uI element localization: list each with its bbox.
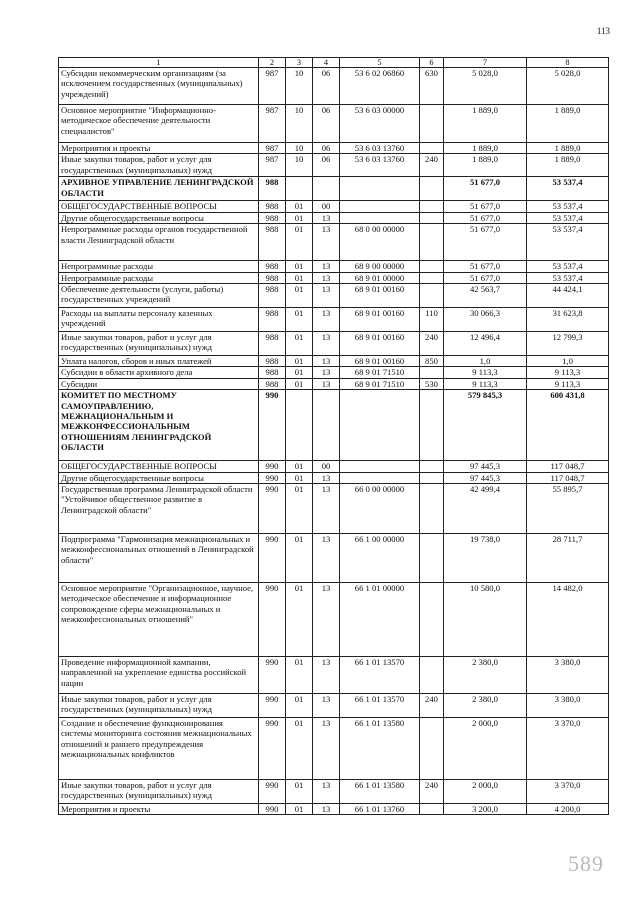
- code-subsection: 13: [313, 484, 340, 534]
- code-section: 01: [286, 356, 313, 367]
- table-row: [59, 154, 609, 177]
- amount-year-1: 12 496,4: [444, 332, 527, 356]
- table-row: [59, 261, 609, 272]
- table-row: [59, 105, 609, 143]
- code-subsection: [313, 390, 340, 461]
- row-name: Основное мероприятие "Организационное, научное, методическое обеспечение и информационное сопровождение сферы межнациональных и межконфессиональных отношений": [59, 583, 259, 657]
- row-name: Субсидии некоммерческим организациям (за исключением государственных (муниципальных) учреждений): [59, 68, 259, 105]
- column-header: 5: [340, 58, 420, 68]
- code-target: [340, 472, 420, 483]
- row-name: ОБЩЕГОСУДАРСТВЕННЫЕ ВОПРОСЫ: [59, 461, 259, 472]
- code-subsection: 13: [313, 378, 340, 389]
- table-row: [59, 284, 609, 308]
- code-section: [286, 177, 313, 201]
- amount-year-2: 9 113,3: [527, 378, 609, 389]
- code-target: 68 0 00 00000: [340, 224, 420, 261]
- table-row: [59, 718, 609, 780]
- code-admin: 990: [259, 780, 286, 804]
- code-admin: 988: [259, 332, 286, 356]
- code-expense-type: [420, 224, 444, 261]
- table-row: [59, 534, 609, 583]
- code-admin: 987: [259, 68, 286, 105]
- code-target: 66 1 01 13580: [340, 718, 420, 780]
- code-expense-type: 240: [420, 780, 444, 804]
- code-subsection: [313, 177, 340, 201]
- code-expense-type: 240: [420, 694, 444, 718]
- code-target: 66 0 00 00000: [340, 484, 420, 534]
- table-row: [59, 472, 609, 483]
- row-name: Расходы на выплаты персоналу казенных учреждений: [59, 308, 259, 332]
- amount-year-2: 53 537,4: [527, 201, 609, 212]
- table-row: [59, 212, 609, 223]
- code-admin: 990: [259, 472, 286, 483]
- amount-year-2: 600 431,8: [527, 390, 609, 461]
- code-subsection: 13: [313, 694, 340, 718]
- amount-year-1: 97 445,3: [444, 472, 527, 483]
- code-target: 68 9 00 00000: [340, 261, 420, 272]
- code-expense-type: [420, 177, 444, 201]
- code-subsection: 13: [313, 356, 340, 367]
- row-name: Непрограммные расходы: [59, 272, 259, 283]
- amount-year-2: 3 370,0: [527, 780, 609, 804]
- amount-year-2: 12 799,3: [527, 332, 609, 356]
- amount-year-1: 51 677,0: [444, 272, 527, 283]
- code-subsection: 13: [313, 718, 340, 780]
- budget-table: [58, 57, 609, 815]
- amount-year-1: 42 563,7: [444, 284, 527, 308]
- code-expense-type: [420, 718, 444, 780]
- code-admin: 988: [259, 261, 286, 272]
- row-name: Непрограммные расходы: [59, 261, 259, 272]
- code-expense-type: [420, 472, 444, 483]
- code-target: [340, 201, 420, 212]
- code-expense-type: [420, 583, 444, 657]
- code-subsection: 13: [313, 284, 340, 308]
- code-admin: 990: [259, 583, 286, 657]
- table-row: [59, 201, 609, 212]
- row-name: Уплата налогов, сборов и иных платежей: [59, 356, 259, 367]
- column-number-header: [59, 58, 609, 68]
- row-name: Другие общегосударственные вопросы: [59, 472, 259, 483]
- amount-year-1: 2 000,0: [444, 718, 527, 780]
- code-section: 10: [286, 154, 313, 177]
- code-subsection: 13: [313, 780, 340, 804]
- code-section: 01: [286, 367, 313, 378]
- code-section: 01: [286, 212, 313, 223]
- code-section: 01: [286, 261, 313, 272]
- code-expense-type: [420, 484, 444, 534]
- amount-year-1: 2 000,0: [444, 780, 527, 804]
- column-header: 8: [527, 58, 609, 68]
- code-expense-type: [420, 534, 444, 583]
- code-subsection: 00: [313, 461, 340, 472]
- row-name: Основное мероприятие "Информационно-методическое обеспечение деятельности специалистов": [59, 105, 259, 143]
- amount-year-1: 51 677,0: [444, 201, 527, 212]
- column-header: 3: [286, 58, 313, 68]
- code-section: 10: [286, 68, 313, 105]
- code-subsection: 13: [313, 261, 340, 272]
- code-admin: 990: [259, 657, 286, 694]
- amount-year-2: 53 537,4: [527, 272, 609, 283]
- code-expense-type: [420, 212, 444, 223]
- table-row: [59, 804, 609, 815]
- table-row: [59, 694, 609, 718]
- table-row: [59, 390, 609, 461]
- code-section: 01: [286, 694, 313, 718]
- code-admin: 990: [259, 461, 286, 472]
- table-row: [59, 308, 609, 332]
- table-row: [59, 484, 609, 534]
- code-section: 01: [286, 224, 313, 261]
- row-name: Мероприятия и проекты: [59, 143, 259, 154]
- amount-year-1: 579 845,3: [444, 390, 527, 461]
- code-subsection: 13: [313, 332, 340, 356]
- code-admin: 987: [259, 105, 286, 143]
- code-expense-type: [420, 804, 444, 815]
- column-header: 6: [420, 58, 444, 68]
- table-row: [59, 583, 609, 657]
- code-section: 01: [286, 461, 313, 472]
- code-admin: 988: [259, 367, 286, 378]
- amount-year-1: 51 677,0: [444, 177, 527, 201]
- code-expense-type: [420, 272, 444, 283]
- row-name: ОБЩЕГОСУДАРСТВЕННЫЕ ВОПРОСЫ: [59, 201, 259, 212]
- code-target: 66 1 01 13570: [340, 694, 420, 718]
- code-section: 01: [286, 534, 313, 583]
- column-header: 1: [59, 58, 259, 68]
- code-expense-type: [420, 143, 444, 154]
- table-row: [59, 657, 609, 694]
- code-subsection: 13: [313, 657, 340, 694]
- table-row: [59, 68, 609, 105]
- code-expense-type: 530: [420, 378, 444, 389]
- code-admin: 988: [259, 272, 286, 283]
- code-admin: 990: [259, 718, 286, 780]
- code-target: 53 6 03 13760: [340, 143, 420, 154]
- code-expense-type: [420, 390, 444, 461]
- amount-year-2: 3 370,0: [527, 718, 609, 780]
- column-header: 2: [259, 58, 286, 68]
- table-row: [59, 378, 609, 389]
- code-target: 66 1 00 00000: [340, 534, 420, 583]
- amount-year-2: 3 380,0: [527, 694, 609, 718]
- table-row: [59, 143, 609, 154]
- row-name: Другие общегосударственные вопросы: [59, 212, 259, 223]
- code-admin: 988: [259, 356, 286, 367]
- amount-year-2: 9 113,3: [527, 367, 609, 378]
- code-admin: 990: [259, 534, 286, 583]
- amount-year-2: 28 711,7: [527, 534, 609, 583]
- code-section: 01: [286, 201, 313, 212]
- code-admin: 990: [259, 694, 286, 718]
- table-row: [59, 332, 609, 356]
- code-target: 53 6 03 13760: [340, 154, 420, 177]
- row-name: Создание и обеспечение функционирования системы мониторинга состояния межнациональных отношений и раннего предупреждения межнациональных конфликтов: [59, 718, 259, 780]
- amount-year-1: 30 066,3: [444, 308, 527, 332]
- amount-year-1: 42 499,4: [444, 484, 527, 534]
- code-target: 53 6 03 00000: [340, 105, 420, 143]
- amount-year-1: 2 380,0: [444, 694, 527, 718]
- amount-year-1: 51 677,0: [444, 224, 527, 261]
- code-expense-type: [420, 284, 444, 308]
- code-subsection: 13: [313, 212, 340, 223]
- amount-year-2: 5 028,0: [527, 68, 609, 105]
- amount-year-2: 1 889,0: [527, 105, 609, 143]
- amount-year-2: 31 623,8: [527, 308, 609, 332]
- code-target: [340, 461, 420, 472]
- row-name: Проведение информационной кампании, направленной на укрепление единства российской нации: [59, 657, 259, 694]
- table-row: [59, 224, 609, 261]
- amount-year-2: 4 200,0: [527, 804, 609, 815]
- code-target: 68 9 01 00160: [340, 284, 420, 308]
- row-name: Иные закупки товаров, работ и услуг для государственных (муниципальных) нужд: [59, 780, 259, 804]
- amount-year-2: 1 889,0: [527, 143, 609, 154]
- table-row: [59, 356, 609, 367]
- code-subsection: 06: [313, 143, 340, 154]
- row-name: Иные закупки товаров, работ и услуг для государственных (муниципальных) нужд: [59, 332, 259, 356]
- code-subsection: 13: [313, 367, 340, 378]
- row-name: Иные закупки товаров, работ и услуг для государственных (муниципальных) нужд: [59, 154, 259, 177]
- row-name: Подпрограмма "Гармонизация межнациональных и межконфессиональных отношений в Ленинградской области": [59, 534, 259, 583]
- amount-year-2: 1 889,0: [527, 154, 609, 177]
- code-admin: 988: [259, 201, 286, 212]
- code-subsection: 13: [313, 308, 340, 332]
- code-target: 68 9 01 00160: [340, 332, 420, 356]
- table-row: [59, 177, 609, 201]
- code-target: 68 9 01 00160: [340, 308, 420, 332]
- code-section: 01: [286, 804, 313, 815]
- code-section: 01: [286, 332, 313, 356]
- row-name: Мероприятия и проекты: [59, 804, 259, 815]
- code-target: 68 9 01 00160: [340, 356, 420, 367]
- code-subsection: 13: [313, 472, 340, 483]
- code-subsection: 13: [313, 804, 340, 815]
- code-target: [340, 390, 420, 461]
- code-expense-type: [420, 657, 444, 694]
- code-section: 01: [286, 472, 313, 483]
- amount-year-1: 1,0: [444, 356, 527, 367]
- amount-year-1: 19 738,0: [444, 534, 527, 583]
- amount-year-2: 117 048,7: [527, 472, 609, 483]
- code-expense-type: [420, 367, 444, 378]
- code-subsection: 06: [313, 105, 340, 143]
- amount-year-1: 10 580,0: [444, 583, 527, 657]
- code-target: 68 9 01 71510: [340, 378, 420, 389]
- row-name: Иные закупки товаров, работ и услуг для государственных (муниципальных) нужд: [59, 694, 259, 718]
- column-header: 4: [313, 58, 340, 68]
- code-section: 01: [286, 780, 313, 804]
- amount-year-1: 97 445,3: [444, 461, 527, 472]
- amount-year-1: 2 380,0: [444, 657, 527, 694]
- code-target: 66 1 01 13760: [340, 804, 420, 815]
- code-subsection: 13: [313, 224, 340, 261]
- amount-year-1: 1 889,0: [444, 143, 527, 154]
- code-target: 68 9 01 71510: [340, 367, 420, 378]
- code-admin: 987: [259, 154, 286, 177]
- code-expense-type: 240: [420, 332, 444, 356]
- code-section: [286, 390, 313, 461]
- code-section: 01: [286, 484, 313, 534]
- code-section: 10: [286, 143, 313, 154]
- code-admin: 988: [259, 212, 286, 223]
- code-subsection: 13: [313, 583, 340, 657]
- code-expense-type: [420, 105, 444, 143]
- code-expense-type: 110: [420, 308, 444, 332]
- amount-year-2: 44 424,1: [527, 284, 609, 308]
- code-target: [340, 177, 420, 201]
- amount-year-1: 1 889,0: [444, 154, 527, 177]
- amount-year-2: 55 895,7: [527, 484, 609, 534]
- code-target: [340, 212, 420, 223]
- amount-year-1: 5 028,0: [444, 68, 527, 105]
- amount-year-2: 117 048,7: [527, 461, 609, 472]
- row-name: Обеспечение деятельности (услуги, работы) государственных учреждений: [59, 284, 259, 308]
- row-name: КОМИТЕТ ПО МЕСТНОМУ САМОУПРАВЛЕНИЮ, МЕЖНАЦИОНАЛЬНЫМ И МЕЖКОНФЕССИОНАЛЬНЫМ ОТНОШЕНИЯМ ЛЕНИНГРАДСКОЙ ОБЛАСТИ: [59, 390, 259, 461]
- code-admin: 990: [259, 804, 286, 815]
- amount-year-1: 51 677,0: [444, 261, 527, 272]
- amount-year-2: 53 537,4: [527, 261, 609, 272]
- table-row: [59, 367, 609, 378]
- code-section: 01: [286, 308, 313, 332]
- code-section: 10: [286, 105, 313, 143]
- row-name: Субсидии в области архивного дела: [59, 367, 259, 378]
- row-name: АРХИВНОЕ УПРАВЛЕНИЕ ЛЕНИНГРАДСКОЙ ОБЛАСТИ: [59, 177, 259, 201]
- code-expense-type: [420, 461, 444, 472]
- amount-year-2: 53 537,4: [527, 212, 609, 223]
- code-admin: 988: [259, 378, 286, 389]
- code-subsection: 06: [313, 154, 340, 177]
- amount-year-2: 53 537,4: [527, 177, 609, 201]
- amount-year-2: 1,0: [527, 356, 609, 367]
- amount-year-2: 3 380,0: [527, 657, 609, 694]
- row-name: Субсидии: [59, 378, 259, 389]
- code-section: 01: [286, 718, 313, 780]
- code-admin: 990: [259, 484, 286, 534]
- code-target: 53 6 02 06860: [340, 68, 420, 105]
- code-target: 66 1 01 00000: [340, 583, 420, 657]
- code-expense-type: [420, 201, 444, 212]
- row-name: Государственная программа Ленинградской области "Устойчивое общественное развитие в Ленинградской области": [59, 484, 259, 534]
- table-row: [59, 272, 609, 283]
- code-subsection: 13: [313, 534, 340, 583]
- code-expense-type: 630: [420, 68, 444, 105]
- code-target: 66 1 01 13580: [340, 780, 420, 804]
- amount-year-1: 3 200,0: [444, 804, 527, 815]
- code-admin: 988: [259, 308, 286, 332]
- code-section: 01: [286, 378, 313, 389]
- code-target: 68 9 01 00000: [340, 272, 420, 283]
- amount-year-2: 53 537,4: [527, 224, 609, 261]
- code-subsection: 13: [313, 272, 340, 283]
- code-admin: 988: [259, 224, 286, 261]
- amount-year-1: 9 113,3: [444, 378, 527, 389]
- amount-year-2: 14 482,0: [527, 583, 609, 657]
- page-stamp: 589: [568, 851, 604, 876]
- table-row: [59, 461, 609, 472]
- amount-year-1: 9 113,3: [444, 367, 527, 378]
- code-expense-type: [420, 261, 444, 272]
- code-section: 01: [286, 272, 313, 283]
- table-row: [59, 780, 609, 804]
- code-admin: 988: [259, 177, 286, 201]
- page-number: 113: [596, 26, 610, 36]
- code-admin: 990: [259, 390, 286, 461]
- code-admin: 988: [259, 284, 286, 308]
- column-header: 7: [444, 58, 527, 68]
- code-target: 66 1 01 13570: [340, 657, 420, 694]
- code-expense-type: 850: [420, 356, 444, 367]
- amount-year-1: 51 677,0: [444, 212, 527, 223]
- code-subsection: 00: [313, 201, 340, 212]
- code-admin: 987: [259, 143, 286, 154]
- code-expense-type: 240: [420, 154, 444, 177]
- row-name: Непрограммные расходы органов государственной власти Ленинградской области: [59, 224, 259, 261]
- code-section: 01: [286, 657, 313, 694]
- amount-year-1: 1 889,0: [444, 105, 527, 143]
- code-subsection: 06: [313, 68, 340, 105]
- code-section: 01: [286, 284, 313, 308]
- code-section: 01: [286, 583, 313, 657]
